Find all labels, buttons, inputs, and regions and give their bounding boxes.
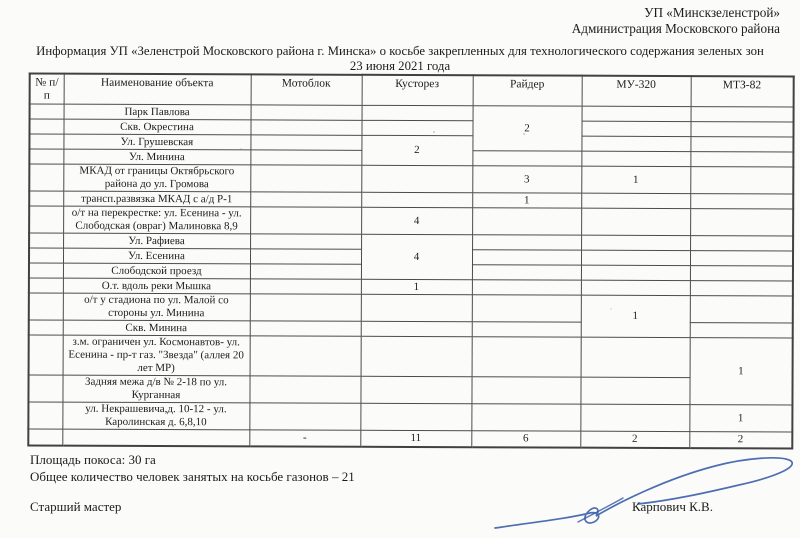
no-cell [29, 119, 63, 134]
count-cell-kustorez: 4 [361, 207, 472, 234]
count-cell-mtz82 [691, 107, 794, 122]
col-header-object: Наименование объекта [64, 74, 251, 105]
signer-name: Карпович К.В. [632, 499, 713, 514]
count-cell-mtz82: 1 [689, 405, 792, 432]
count-cell-kustorez [360, 403, 471, 430]
no-cell [29, 164, 63, 191]
doc-title: Информация УП «Зеленстрой Московского района г. Минска» о косьбе закрепленных для технологического содержания зеленых зон [36, 44, 764, 58]
count-cell-mu320 [581, 136, 690, 151]
count-cell-rayder [472, 337, 581, 377]
no-cell [29, 335, 63, 375]
no-cell [29, 149, 63, 164]
totals-name-cell [62, 429, 249, 446]
object-name-cell: Ул. Есенина [63, 248, 250, 264]
col-header-no: № п/п [30, 74, 64, 105]
count-cell-motoblok [249, 376, 360, 403]
count-cell-rayder: 3 [472, 166, 581, 193]
count-cell-mu320 [580, 404, 689, 431]
totals-kustorez: 11 [360, 430, 471, 447]
count-cell-motoblok [250, 321, 361, 336]
count-cell-motoblok [250, 294, 361, 321]
count-cell-mu320 [581, 265, 690, 280]
count-cell-mu320 [581, 250, 690, 265]
no-cell [28, 402, 62, 429]
table-row [29, 335, 793, 378]
count-cell-mtz82 [690, 236, 793, 251]
scan-speck [610, 308, 612, 310]
count-cell-mtz82: 1 [689, 338, 792, 405]
no-cell [29, 263, 63, 278]
object-name-cell: О.т. вдоль реки Мышка [63, 278, 250, 294]
count-cell-motoblok [250, 234, 361, 249]
count-cell-rayder [472, 280, 581, 295]
count-cell-motoblok [251, 105, 362, 120]
no-cell [28, 429, 62, 446]
count-cell-motoblok [250, 192, 361, 207]
count-cell-motoblok [249, 403, 360, 430]
count-cell-mtz82 [690, 209, 793, 236]
header-row [30, 74, 794, 107]
totals-mtz82: 2 [689, 432, 792, 449]
letterhead-org: УП «Минскзеленстрой» [644, 5, 780, 20]
count-cell-mtz82 [690, 266, 793, 281]
count-cell-motoblok [250, 336, 361, 376]
no-cell [30, 104, 64, 119]
col-header-mu320: МУ-320 [582, 76, 691, 107]
table-row [28, 402, 792, 432]
count-cell-rayder [471, 404, 580, 431]
count-cell-mtz82 [690, 296, 793, 323]
col-header-motoblok: Мотоблок [251, 74, 362, 105]
no-cell [29, 233, 63, 248]
count-cell-mtz82 [690, 122, 793, 137]
object-name-cell: Ул. Грушевская [63, 134, 250, 150]
count-cell-rayder [472, 151, 581, 166]
object-name-cell: Задняя межа д/в № 2-18 по ул. Курганная [62, 375, 249, 403]
object-name-cell: о/т у стадиона по ул. Малой со стороны ул. Минина [63, 293, 250, 321]
count-cell-kustorez: 4 [361, 234, 472, 279]
object-name-cell: Слободской проезд [63, 263, 250, 279]
object-name-cell: МКАД от границы Октябрьского района до ул. Громова [63, 164, 250, 192]
object-name-cell: ул. Некрашевича,д. 10-12 - ул. Каролинская д. 6,8,10 [62, 402, 249, 430]
no-cell [29, 191, 63, 206]
scan-speck [433, 131, 435, 133]
count-cell-mtz82 [690, 152, 793, 167]
workers-count-text: Общее количество человек занятых на косьбе газонов – 21 [30, 469, 355, 484]
count-cell-motoblok [250, 249, 361, 264]
no-cell [28, 375, 62, 402]
object-name-cell: Скв. Минина [63, 320, 250, 336]
no-cell [29, 248, 63, 263]
count-cell-mtz82 [690, 194, 793, 209]
count-cell-mtz82 [690, 167, 793, 194]
count-cell-kustorez [361, 165, 472, 192]
object-name-cell: трансп.развязка МКАД с а/д Р-1 [63, 191, 250, 207]
count-cell-mu320 [581, 151, 690, 166]
count-cell-rayder [472, 250, 581, 265]
count-cell-kustorez [360, 376, 471, 403]
count-cell-rayder [472, 208, 581, 235]
count-cell-mtz82 [690, 323, 793, 338]
col-header-mtz82: МТЗ-82 [691, 76, 794, 107]
object-name-cell: Парк Павлова [64, 104, 251, 120]
count-cell-mu320 [581, 280, 690, 295]
count-cell-motoblok [250, 120, 361, 135]
count-cell-mu320 [582, 106, 691, 121]
table-row [28, 375, 792, 405]
no-cell [29, 134, 63, 149]
count-cell-mu320 [581, 208, 690, 235]
count-cell-rayder [471, 377, 580, 404]
doc-date: 23 июня 2021 года [349, 59, 451, 73]
table-row [29, 164, 793, 194]
totals-row [28, 429, 792, 448]
object-name-cell: з.м. ограничен ул. Космонавтов- ул. Есенина - пр-т газ. "Звезда" (аллея 20 лет МР) [63, 335, 250, 376]
table-row [29, 206, 793, 236]
count-cell-rayder [472, 235, 581, 250]
totals-mu320: 2 [580, 431, 689, 448]
count-cell-rayder [472, 322, 581, 337]
count-cell-kustorez [361, 192, 472, 207]
count-cell-rayder: 2 [472, 106, 581, 151]
count-cell-motoblok [250, 264, 361, 279]
object-name-cell: Ул. Минина [63, 149, 250, 165]
signature-stroke [495, 458, 792, 528]
count-cell-kustorez: 1 [361, 279, 472, 294]
count-cell-motoblok [250, 135, 361, 150]
signature-icon [460, 448, 800, 536]
col-header-kustorez: Кусторез [362, 75, 473, 106]
count-cell-mu320 [581, 235, 690, 250]
totals-motoblok: - [249, 430, 360, 447]
count-cell-kustorez [361, 120, 472, 135]
mowing-area-text: Площадь покоса: 30 га [30, 452, 156, 467]
object-name-cell: Скв. Окрестина [63, 119, 250, 135]
no-cell [29, 278, 63, 293]
count-cell-mtz82 [690, 137, 793, 152]
no-cell [29, 320, 63, 335]
object-name-cell: Ул. Рафиева [63, 233, 250, 249]
letterhead-admin: Администрация Московского района [571, 21, 780, 36]
count-cell-rayder [472, 265, 581, 280]
col-header-rayder: Райдер [473, 75, 582, 106]
count-cell-kustorez: 2 [361, 135, 472, 165]
count-cell-mu320 [581, 193, 690, 208]
letterhead [572, 5, 780, 37]
count-cell-motoblok [250, 207, 361, 234]
count-cell-rayder [472, 295, 581, 322]
count-cell-mtz82 [690, 251, 793, 266]
count-cell-mu320 [581, 337, 690, 377]
count-cell-motoblok [250, 150, 361, 165]
object-name-cell: о/т на перекрестке: ул. Есенина - ул. Слободская (овраг) Малиновка 8,9 [63, 206, 250, 234]
count-cell-kustorez [361, 294, 472, 321]
signer-role: Старший мастер [30, 499, 122, 514]
count-cell-motoblok [250, 279, 361, 294]
signature-stroke-2 [578, 498, 623, 522]
equipment-table [27, 73, 794, 450]
count-cell-rayder: 1 [472, 193, 581, 208]
no-cell [29, 293, 63, 320]
count-cell-mu320 [580, 377, 689, 404]
table-row [29, 293, 793, 323]
count-cell-kustorez [361, 336, 472, 376]
count-cell-motoblok [250, 165, 361, 192]
scan-speck [523, 133, 525, 135]
totals-rayder: 6 [471, 431, 580, 448]
count-cell-mu320: 1 [581, 295, 690, 337]
count-cell-kustorez [362, 105, 473, 120]
no-cell [29, 206, 63, 233]
scan-speck [240, 148, 242, 150]
count-cell-mtz82 [690, 281, 793, 296]
count-cell-mu320 [581, 121, 690, 136]
count-cell-kustorez [361, 321, 472, 336]
count-cell-mu320: 1 [581, 166, 690, 193]
